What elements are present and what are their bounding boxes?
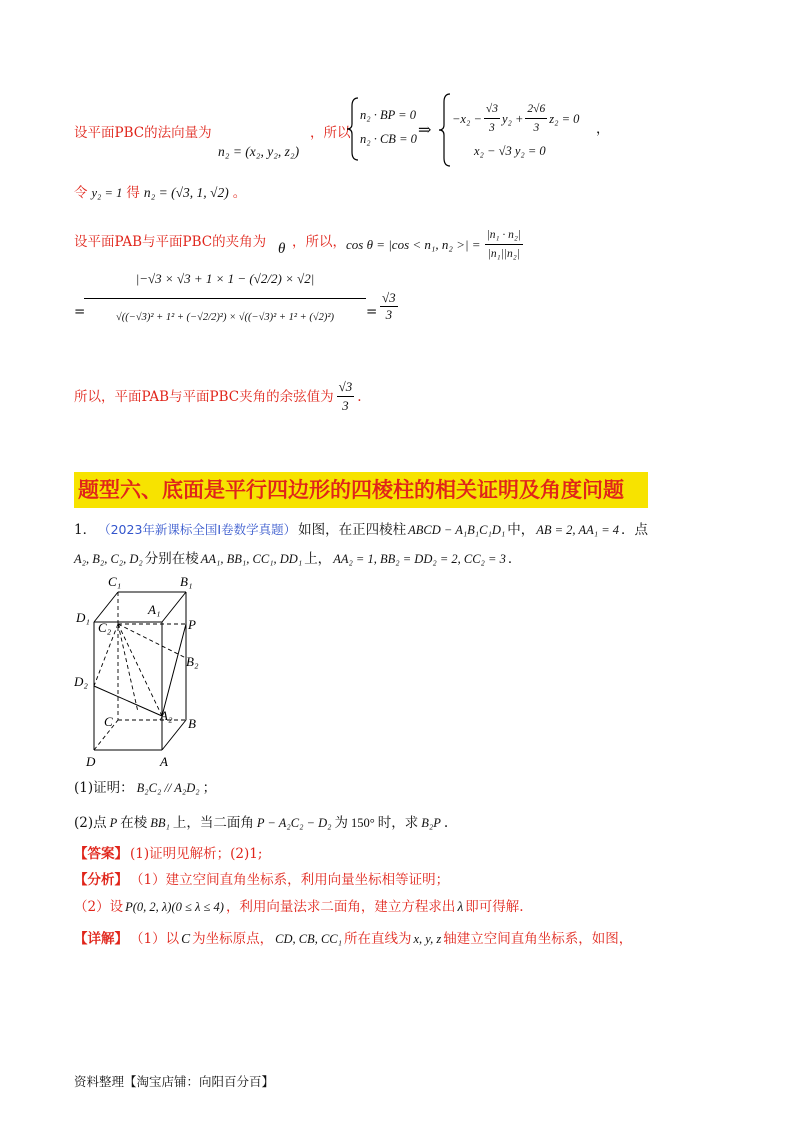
fraction-num: √3 bbox=[382, 290, 396, 305]
cos-formula bbox=[346, 226, 523, 263]
fraction-den: 3 bbox=[385, 307, 393, 322]
system-eq-bp: n₂ · BP = 0 bbox=[360, 108, 416, 122]
system-eq-cb: n₂ · CB = 0 bbox=[360, 132, 417, 146]
fraction-den: 3 bbox=[342, 398, 349, 413]
detail-line bbox=[74, 930, 632, 948]
detail-text-b: 为坐标原点， bbox=[192, 931, 274, 947]
big-equals: = bbox=[74, 304, 86, 320]
label-c: C bbox=[104, 714, 113, 729]
part2-dihedral: P − A₂C₂ − D₂ bbox=[256, 816, 332, 830]
analysis-line-1 bbox=[74, 871, 449, 889]
part2-point-p: P bbox=[109, 816, 118, 830]
hidden-line-c2-b2 bbox=[118, 624, 186, 658]
fraction-den: 3 bbox=[533, 122, 540, 134]
angle-intro: 设平面PAB与平面PBC的夹角为 bbox=[74, 234, 267, 250]
problem-text-e: 上， bbox=[304, 551, 332, 567]
system-comma: ， bbox=[596, 121, 610, 137]
part2-target: B₂P bbox=[421, 816, 441, 830]
part1-prefix: (1)证明： bbox=[74, 780, 134, 796]
let-text: 令 bbox=[74, 185, 88, 201]
prism-name: ABCD − A₁B₁C₁D₁ bbox=[408, 523, 506, 537]
part2-d: 为 bbox=[334, 815, 348, 831]
label-b2: B₂ bbox=[186, 654, 199, 669]
edge-a1-b1 bbox=[162, 592, 186, 622]
answer-text: (1)证明见解析；(2)1; bbox=[130, 846, 263, 862]
part2-b: 在棱 bbox=[120, 815, 148, 831]
prism-dimensions: AB = 2, AA₁ = 4 bbox=[536, 523, 620, 537]
part-2 bbox=[74, 814, 448, 832]
analysis-text-2a: （2）设 bbox=[74, 899, 124, 915]
normal-vector-intro: 设平面PBC的法向量为 bbox=[74, 125, 212, 141]
big-fraction-denominator: √((−√3)² + 1² + (−√2/2)²) × √((−√3)² + 1² + (√2)²) bbox=[115, 312, 335, 323]
system-eq-2: x₂ − √3 y₂ = 0 bbox=[474, 144, 546, 158]
part1-expression: B₂C₂ // A₂D₂ bbox=[136, 781, 200, 795]
fraction-den: |n₁||n₂| bbox=[487, 248, 520, 260]
detail-label: 【详解】 bbox=[74, 931, 128, 947]
eq1-part-c: z₂ = 0 bbox=[549, 111, 580, 126]
analysis-label: 【分析】 bbox=[74, 872, 128, 888]
points-conditions: AA₂ = 1, BB₂ = DD₂ = 2, CC₂ = 3 bbox=[333, 552, 506, 566]
lambda-symbol: λ bbox=[457, 899, 464, 914]
left-brace-icon bbox=[346, 96, 360, 162]
so-text: ，所以 bbox=[310, 125, 351, 141]
fraction-num: |n₁ · n₂| bbox=[485, 226, 523, 245]
part2-degree: 150° bbox=[350, 816, 375, 830]
conclusion-line bbox=[74, 378, 362, 415]
detail-text-a: （1）以 bbox=[130, 931, 180, 947]
conclusion-text: 所以，平面PAB与平面PBC夹角的余弦值为 bbox=[74, 388, 334, 405]
label-a2: A₂ bbox=[160, 708, 173, 723]
answer-line bbox=[74, 845, 262, 863]
fraction-num: √3 bbox=[484, 100, 500, 119]
axis-names: x, y, z bbox=[413, 932, 442, 946]
fraction-2sqrt6-over-3 bbox=[525, 100, 547, 137]
part-1 bbox=[74, 779, 216, 797]
problem-line-2 bbox=[74, 550, 521, 568]
label-d2: D₂ bbox=[74, 674, 88, 689]
label-d1: D₁ bbox=[76, 610, 90, 625]
n2-result: n₂ = (√3, 1, √2) bbox=[143, 185, 229, 200]
fraction-den: 3 bbox=[489, 122, 495, 134]
analysis-text-1: （1）建立空间直角坐标系，利用向量坐标相等证明； bbox=[130, 872, 450, 888]
line-d2-a2 bbox=[94, 686, 162, 716]
label-d: D bbox=[86, 754, 96, 769]
cos-expression: cos θ = |cos < n₁, n₂ >| = bbox=[346, 236, 481, 252]
conclusion-fraction bbox=[337, 378, 355, 415]
axis-edges: CD, CB, CC₁ bbox=[275, 932, 342, 946]
cos-fraction bbox=[485, 226, 523, 263]
origin-c: C bbox=[181, 931, 191, 946]
problem-text-c: ．点 bbox=[621, 522, 649, 538]
problem-text-a: 如图，在正四棱柱 bbox=[298, 522, 407, 538]
big-fraction bbox=[84, 270, 366, 327]
equation-system-right bbox=[438, 90, 598, 170]
problem-text-d: 分别在棱 bbox=[144, 551, 199, 567]
label-a: A bbox=[160, 754, 168, 769]
analysis-text-2b: ，利用向量法求二面角，建立方程求出 bbox=[225, 899, 456, 915]
part2-edge: BB₁ bbox=[150, 816, 170, 830]
detail-text-e: 轴建立空间直角坐标系，如图， bbox=[443, 931, 633, 947]
label-a1: A₁ bbox=[148, 602, 161, 617]
y2-condition: y₂ = 1 bbox=[91, 186, 123, 200]
problem-text-b: 中， bbox=[507, 522, 535, 538]
problem-number: 1． bbox=[74, 522, 97, 538]
implies-arrow: ⇒ bbox=[418, 120, 432, 139]
part1-end: ； bbox=[202, 780, 217, 796]
theta-symbol: θ bbox=[278, 241, 286, 257]
label-c2: C₂ bbox=[98, 620, 112, 635]
edge-d1-c1 bbox=[94, 592, 118, 622]
result-equals: = bbox=[366, 304, 378, 320]
normal-vector-n2: n₂ = (x₂, y₂, z₂) bbox=[218, 144, 300, 159]
so-text-2: ，所以， bbox=[292, 234, 346, 250]
part2-c: 上，当二面角 bbox=[172, 815, 254, 831]
section-banner: 题型六、底面是平行四边形的四棱柱的相关证明及角度问题 bbox=[74, 472, 648, 508]
fraction-num: 2√6 bbox=[525, 100, 547, 119]
equation-system-left bbox=[346, 96, 417, 162]
prism-figure bbox=[74, 572, 224, 772]
part2-end: . bbox=[443, 815, 449, 831]
label-p: P bbox=[188, 617, 196, 632]
problem-text-f: ． bbox=[507, 551, 522, 567]
label-c1: C₁ bbox=[108, 574, 122, 589]
edge-a-b bbox=[162, 720, 186, 750]
label-b: B bbox=[188, 716, 196, 731]
fraction-sqrt3-over-3 bbox=[484, 100, 500, 137]
analysis-text-2c: 即可得解. bbox=[465, 899, 524, 915]
page-footer: 资料整理【淘宝店铺：向阳百分百】 bbox=[74, 1074, 275, 1089]
edges-list: AA₁, BB₁, CC₁, DD₁ bbox=[200, 552, 303, 566]
fraction-num: √3 bbox=[337, 378, 355, 397]
part2-a: (2)点 bbox=[74, 815, 107, 831]
system-eq-1 bbox=[452, 100, 579, 137]
eq1-part-b: y₂ + bbox=[501, 111, 524, 126]
conclusion-end: . bbox=[357, 388, 362, 405]
problem-line-1 bbox=[74, 521, 648, 539]
points-list: A₂, B₂, C₂, D₂ bbox=[74, 552, 143, 566]
point-p-coordinates: P(0, 2, λ)(0 ≤ λ ≤ 4) bbox=[125, 900, 224, 914]
eq1-part-a: −x₂ − bbox=[452, 111, 482, 126]
get-text: 得 bbox=[126, 185, 140, 201]
right-brace-icon bbox=[438, 92, 452, 168]
part2-e: 时，求 bbox=[377, 815, 419, 831]
label-b1: B₁ bbox=[180, 574, 193, 589]
hidden-line-c2-a2 bbox=[118, 624, 162, 716]
detail-text-d: 所在直线为 bbox=[343, 931, 412, 947]
set-y2-line bbox=[74, 184, 246, 202]
answer-label: 【答案】 bbox=[74, 846, 128, 862]
result-fraction bbox=[380, 290, 398, 323]
problem-source: （2023年新课标全国Ⅰ卷数学真题） bbox=[98, 522, 297, 537]
big-fraction-numerator: |−√3 × √3 + 1 × 1 − (√2/2) × √2| bbox=[135, 271, 315, 286]
hidden-line-c2-inner bbox=[118, 624, 138, 712]
period: 。 bbox=[232, 185, 247, 201]
analysis-line-2 bbox=[74, 898, 524, 916]
line-a2-p bbox=[162, 624, 186, 716]
